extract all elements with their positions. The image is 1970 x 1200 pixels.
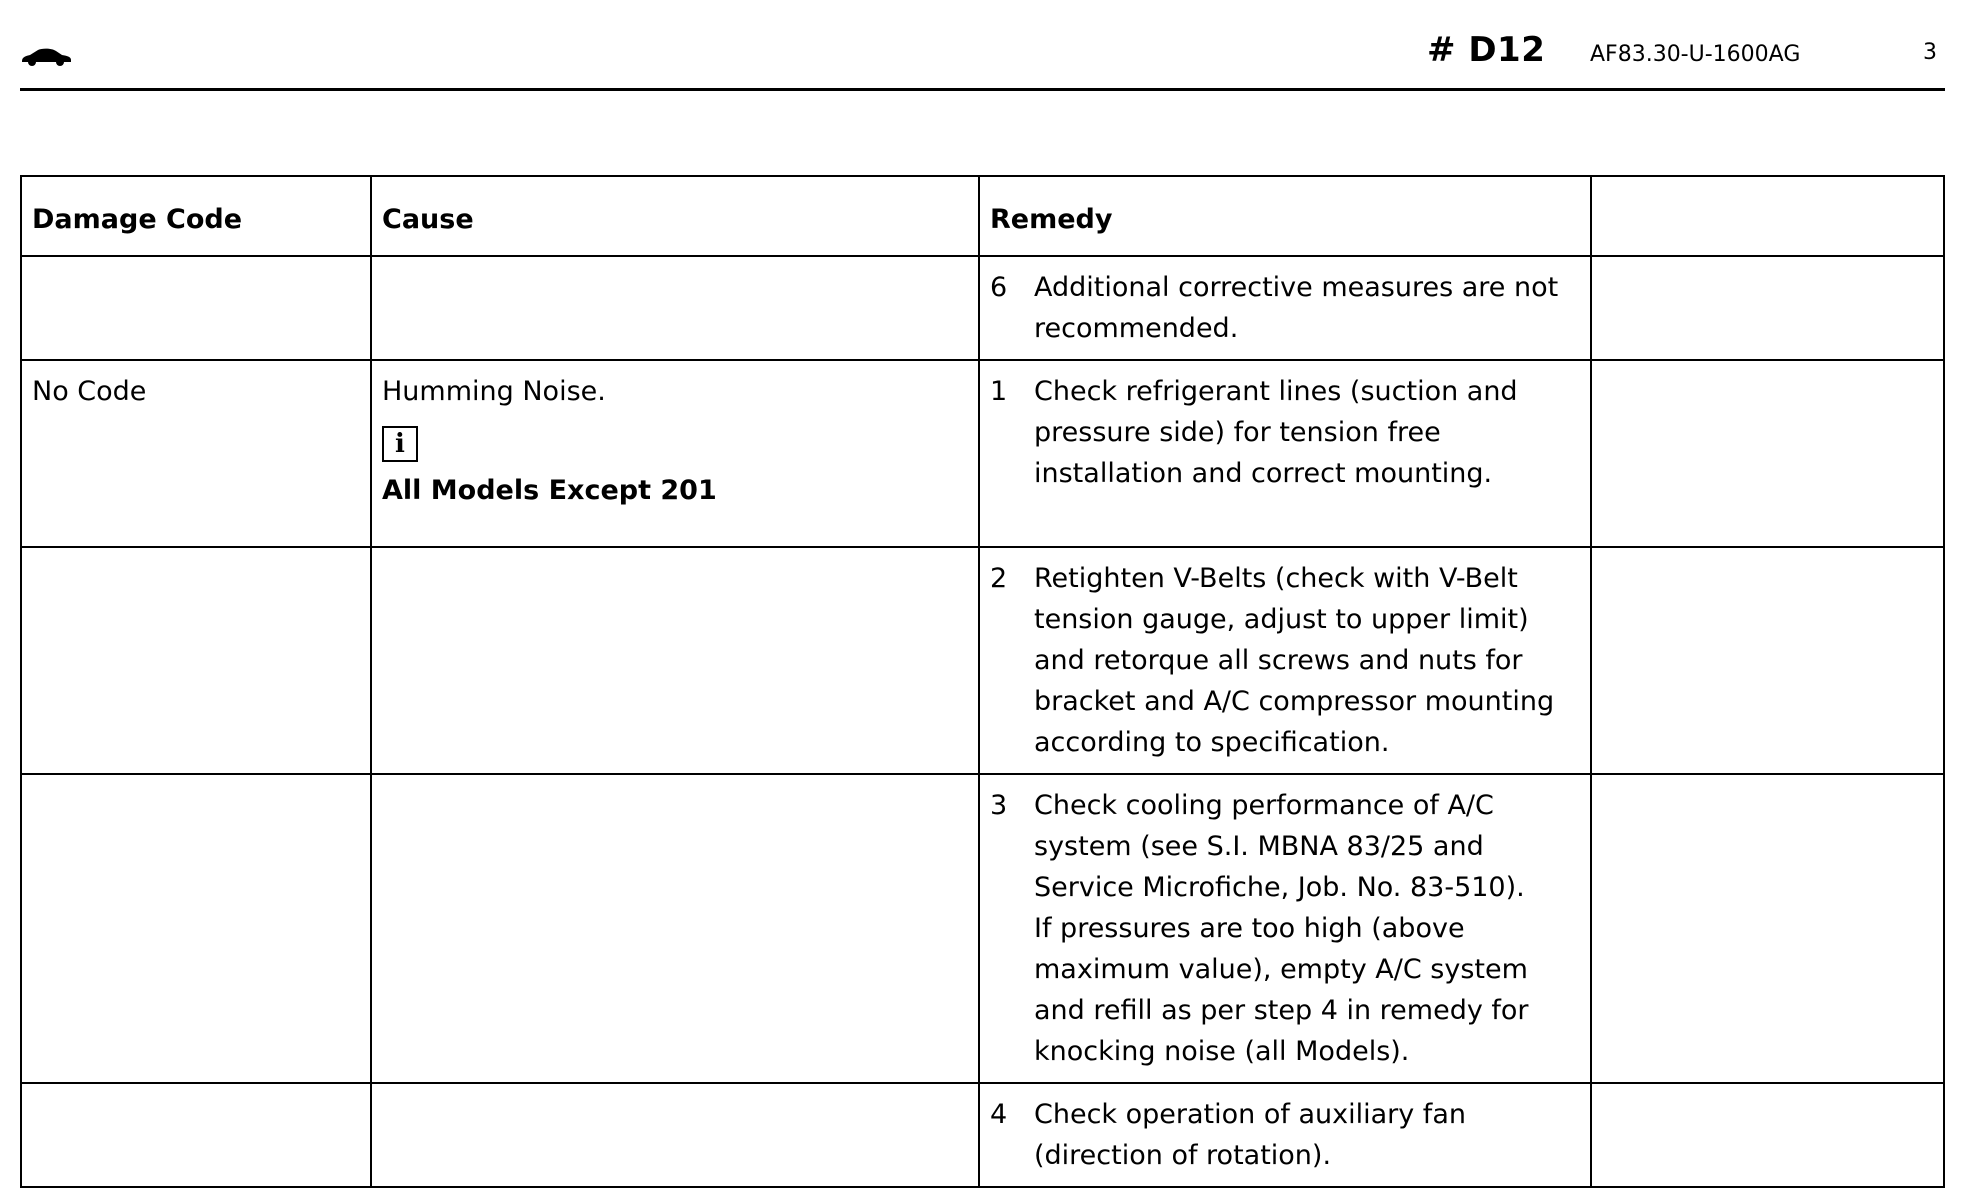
damage-code-cell	[21, 256, 371, 360]
remedy-cell	[979, 1083, 1591, 1187]
column-header-cause: Cause	[371, 176, 979, 256]
remedy-step	[990, 1094, 1580, 1176]
step-number: 6	[990, 272, 1008, 303]
step-text-main: Check cooling performance of A/C system (see S.I. MBNA 83/25 and Service Microfiche, Job. No. 83-510).	[1034, 790, 1525, 903]
extra-cell	[1591, 547, 1944, 774]
page-header	[20, 0, 1945, 91]
column-header-extra	[1591, 176, 1944, 256]
document-reference: AF83.30-U-1600AG	[1590, 42, 1801, 67]
table-row	[21, 547, 1944, 774]
remedy-cell	[979, 360, 1591, 547]
cause-cell	[371, 256, 979, 360]
step-text: Check refrigerant lines (suction and pressure side) for tension free installation and correct mounting.	[1034, 376, 1518, 489]
step-text: Check operation of auxiliary fan (direction of rotation).	[1034, 1099, 1466, 1171]
damage-code-cell: No Code	[21, 360, 371, 547]
car-icon	[20, 45, 72, 67]
table-header-row	[21, 176, 1944, 256]
remedy-cell	[979, 547, 1591, 774]
step-text: Additional corrective measures are not recommended.	[1034, 272, 1559, 344]
extra-cell	[1591, 256, 1944, 360]
table-row	[21, 774, 1944, 1083]
step-number: 2	[990, 563, 1008, 594]
damage-code-cell	[21, 774, 371, 1083]
table-row	[21, 1083, 1944, 1187]
extra-cell	[1591, 360, 1944, 547]
page-number: 3	[1923, 40, 1937, 65]
remedy-step	[990, 267, 1580, 349]
column-header-damage-code: Damage Code	[21, 176, 371, 256]
damage-code-table	[20, 175, 1945, 1188]
cause-text: Humming Noise.	[382, 376, 606, 407]
model-note: All Models Except 201	[382, 475, 717, 506]
extra-cell	[1591, 1083, 1944, 1187]
damage-code-cell	[21, 1083, 371, 1187]
document-number: # D12	[1427, 30, 1546, 70]
cause-cell	[371, 1083, 979, 1187]
step-text	[1034, 785, 1580, 1072]
extra-cell	[1591, 774, 1944, 1083]
table-row	[21, 360, 1944, 547]
table-row	[21, 256, 1944, 360]
info-icon: i	[382, 426, 418, 462]
cause-cell	[371, 547, 979, 774]
damage-code-cell	[21, 547, 371, 774]
step-number: 3	[990, 790, 1008, 821]
column-header-remedy: Remedy	[979, 176, 1591, 256]
step-text-extra: If pressures are too high (above maximum value), empty A/C system and refill as per step 4 in remedy for knocking noise (all Models).	[1034, 913, 1529, 1067]
cause-cell	[371, 774, 979, 1083]
step-number: 1	[990, 376, 1008, 407]
step-text: Retighten V-Belts (check with V-Belt tension gauge, adjust to upper limit) and retorque all screws and nuts for bracket and A/C compressor mounting according to specification.	[1034, 563, 1555, 758]
cause-cell	[371, 360, 979, 547]
remedy-cell	[979, 774, 1591, 1083]
remedy-step	[990, 558, 1580, 763]
remedy-step	[990, 371, 1580, 494]
remedy-step	[990, 785, 1580, 1072]
step-number: 4	[990, 1099, 1008, 1130]
remedy-cell	[979, 256, 1591, 360]
